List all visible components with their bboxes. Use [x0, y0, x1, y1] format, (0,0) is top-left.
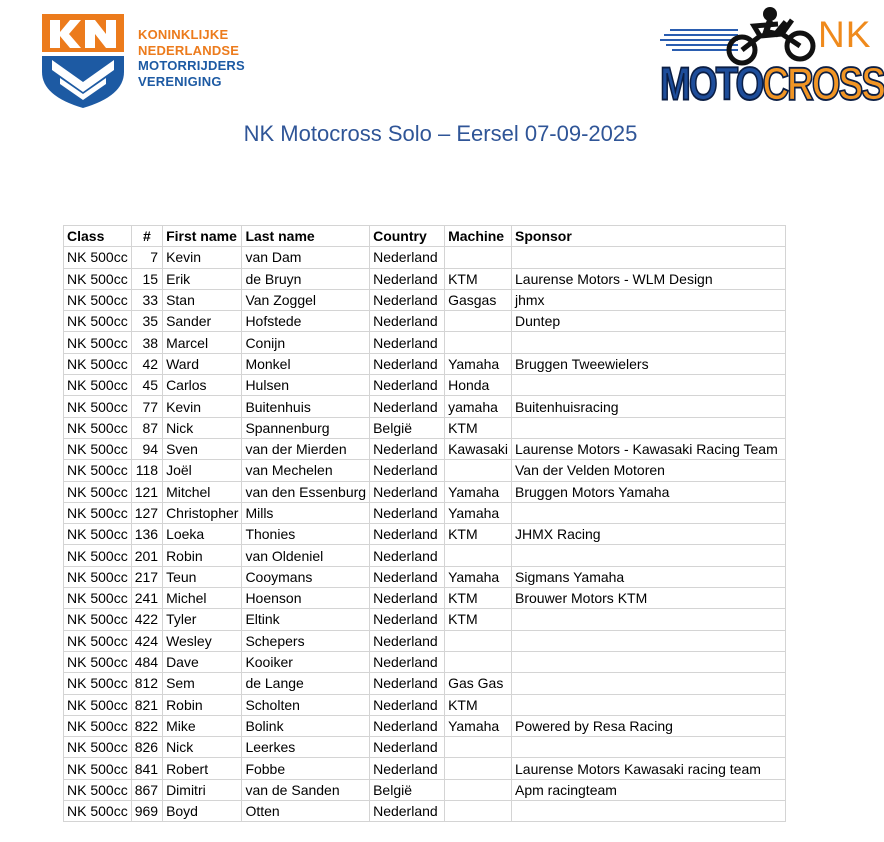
cell-class: NK 500cc — [64, 289, 132, 310]
cell-first-name: Ward — [163, 353, 242, 374]
cell-number: 42 — [131, 353, 162, 374]
cell-class: NK 500cc — [64, 651, 132, 672]
cell-class: NK 500cc — [64, 311, 132, 332]
knmv-line-2: NEDERLANDSE — [138, 42, 240, 58]
cell-country: Nederland — [370, 524, 445, 545]
cell-sponsor — [512, 630, 786, 651]
cell-first-name: Robin — [163, 694, 242, 715]
cell-number: 94 — [131, 438, 162, 459]
cell-machine: Yamaha — [445, 353, 512, 374]
cell-sponsor — [512, 609, 786, 630]
cell-first-name: Sven — [163, 438, 242, 459]
nk-motocross-logo — [660, 6, 884, 110]
cell-country: België — [370, 779, 445, 800]
header-first-name: First name — [163, 226, 242, 247]
cell-class: NK 500cc — [64, 609, 132, 630]
cell-class: NK 500cc — [64, 396, 132, 417]
cell-first-name: Tyler — [163, 609, 242, 630]
cell-class: NK 500cc — [64, 438, 132, 459]
cell-class: NK 500cc — [64, 737, 132, 758]
cell-class: NK 500cc — [64, 588, 132, 609]
cell-machine — [445, 247, 512, 268]
cell-sponsor — [512, 673, 786, 694]
nk-label: NK — [818, 14, 872, 55]
cell-number: 45 — [131, 375, 162, 396]
cell-machine: Yamaha — [445, 481, 512, 502]
cell-first-name: Kevin — [163, 396, 242, 417]
cell-country: Nederland — [370, 801, 445, 822]
table-row — [64, 268, 786, 289]
table-row — [64, 289, 786, 310]
cell-last-name: Thonies — [242, 524, 370, 545]
cell-last-name: Bolink — [242, 715, 370, 736]
cell-country: Nederland — [370, 268, 445, 289]
cell-sponsor — [512, 651, 786, 672]
cell-class: NK 500cc — [64, 801, 132, 822]
cell-country: Nederland — [370, 311, 445, 332]
cell-first-name: Loeka — [163, 524, 242, 545]
cell-machine — [445, 460, 512, 481]
table-row — [64, 438, 786, 459]
cell-last-name: Fobbe — [242, 758, 370, 779]
cell-country: Nederland — [370, 396, 445, 417]
knmv-line-4: VERENIGING — [138, 73, 222, 89]
cell-number: 118 — [131, 460, 162, 481]
cell-last-name: Scholten — [242, 694, 370, 715]
cell-class: NK 500cc — [64, 268, 132, 289]
cell-number: 969 — [131, 801, 162, 822]
cell-machine: yamaha — [445, 396, 512, 417]
cell-number: 33 — [131, 289, 162, 310]
cell-class: NK 500cc — [64, 779, 132, 800]
cell-number: 121 — [131, 481, 162, 502]
cell-sponsor: jhmx — [512, 289, 786, 310]
cell-machine: Honda — [445, 375, 512, 396]
cell-sponsor — [512, 545, 786, 566]
cell-sponsor: Bruggen Tweewielers — [512, 353, 786, 374]
cell-last-name: Van Zoggel — [242, 289, 370, 310]
cell-number: 38 — [131, 332, 162, 353]
cell-last-name: Kooiker — [242, 651, 370, 672]
cell-last-name: Leerkes — [242, 737, 370, 758]
table-row — [64, 588, 786, 609]
cell-number: 822 — [131, 715, 162, 736]
cell-machine: KTM — [445, 417, 512, 438]
cell-last-name: van Dam — [242, 247, 370, 268]
cell-class: NK 500cc — [64, 460, 132, 481]
cell-number: 201 — [131, 545, 162, 566]
cell-last-name: van der Mierden — [242, 438, 370, 459]
moto-label: MOTO — [660, 58, 763, 110]
cell-first-name: Erik — [163, 268, 242, 289]
cell-sponsor: JHMX Racing — [512, 524, 786, 545]
cell-sponsor: Apm racingteam — [512, 779, 786, 800]
table-row — [64, 247, 786, 268]
cell-class: NK 500cc — [64, 247, 132, 268]
cell-sponsor: Laurense Motors - WLM Design — [512, 268, 786, 289]
cell-country: Nederland — [370, 481, 445, 502]
cell-sponsor: Powered by Resa Racing — [512, 715, 786, 736]
knmv-line-1: KONINKLIJKE — [138, 27, 229, 42]
cell-number: 867 — [131, 779, 162, 800]
table-row — [64, 460, 786, 481]
cell-class: NK 500cc — [64, 715, 132, 736]
header-country: Country — [370, 226, 445, 247]
header-last-name: Last name — [242, 226, 370, 247]
header-number: # — [131, 226, 162, 247]
cell-number: 87 — [131, 417, 162, 438]
cell-first-name: Joël — [163, 460, 242, 481]
cell-number: 241 — [131, 588, 162, 609]
cell-country: Nederland — [370, 375, 445, 396]
cell-last-name: van den Essenburg — [242, 481, 370, 502]
table-row — [64, 481, 786, 502]
cell-number: 826 — [131, 737, 162, 758]
cell-number: 217 — [131, 566, 162, 587]
cell-sponsor — [512, 502, 786, 523]
cell-sponsor: Laurense Motors - Kawasaki Racing Team — [512, 438, 786, 459]
cell-last-name: Eltink — [242, 609, 370, 630]
table-row — [64, 502, 786, 523]
cell-first-name: Dave — [163, 651, 242, 672]
cell-country: Nederland — [370, 289, 445, 310]
header-machine: Machine — [445, 226, 512, 247]
table-row — [64, 630, 786, 651]
cell-machine: KTM — [445, 694, 512, 715]
table-row — [64, 396, 786, 417]
cell-country: Nederland — [370, 332, 445, 353]
cell-first-name: Carlos — [163, 375, 242, 396]
cell-machine — [445, 332, 512, 353]
cell-number: 422 — [131, 609, 162, 630]
cell-sponsor — [512, 332, 786, 353]
cell-number: 15 — [131, 268, 162, 289]
cell-first-name: Christopher — [163, 502, 242, 523]
cell-class: NK 500cc — [64, 481, 132, 502]
cell-last-name: Conijn — [242, 332, 370, 353]
cell-number: 136 — [131, 524, 162, 545]
cell-machine — [445, 737, 512, 758]
cell-class: NK 500cc — [64, 630, 132, 651]
cell-country: Nederland — [370, 609, 445, 630]
cell-country: Nederland — [370, 588, 445, 609]
cell-sponsor — [512, 737, 786, 758]
cell-number: 35 — [131, 311, 162, 332]
cell-number: 127 — [131, 502, 162, 523]
cell-sponsor: Duntep — [512, 311, 786, 332]
cell-first-name: Nick — [163, 737, 242, 758]
cell-machine: Yamaha — [445, 715, 512, 736]
cell-last-name: Mills — [242, 502, 370, 523]
cell-last-name: de Lange — [242, 673, 370, 694]
cell-machine — [445, 801, 512, 822]
table-row — [64, 609, 786, 630]
cell-machine — [445, 779, 512, 800]
cell-last-name: Hoenson — [242, 588, 370, 609]
cell-number: 821 — [131, 694, 162, 715]
table-row — [64, 715, 786, 736]
cell-machine: Gas Gas — [445, 673, 512, 694]
cell-sponsor: Sigmans Yamaha — [512, 566, 786, 587]
cross-label: CROSS — [762, 58, 884, 110]
cell-first-name: Michel — [163, 588, 242, 609]
table-row — [64, 779, 786, 800]
knmv-line-3: MOTORRIJDERS — [138, 58, 245, 73]
cell-sponsor: Buitenhuisracing — [512, 396, 786, 417]
header-sponsor: Sponsor — [512, 226, 786, 247]
cell-country: Nederland — [370, 737, 445, 758]
cell-country: Nederland — [370, 460, 445, 481]
motocross-wordmark — [660, 58, 884, 111]
cell-machine — [445, 651, 512, 672]
cell-sponsor: Van der Velden Motoren — [512, 460, 786, 481]
table-row — [64, 737, 786, 758]
cell-first-name: Boyd — [163, 801, 242, 822]
cell-number: 812 — [131, 673, 162, 694]
cell-first-name: Sem — [163, 673, 242, 694]
table-row — [64, 545, 786, 566]
cell-last-name: Spannenburg — [242, 417, 370, 438]
cell-country: Nederland — [370, 502, 445, 523]
cell-machine: KTM — [445, 588, 512, 609]
cell-country: Nederland — [370, 651, 445, 672]
cell-number: 7 — [131, 247, 162, 268]
cell-first-name: Nick — [163, 417, 242, 438]
cell-sponsor — [512, 694, 786, 715]
table-row — [64, 375, 786, 396]
cell-first-name: Kevin — [163, 247, 242, 268]
knmv-shield-icon — [40, 12, 126, 109]
cell-first-name: Marcel — [163, 332, 242, 353]
cell-sponsor: Laurense Motors Kawasaki racing team — [512, 758, 786, 779]
cell-country: Nederland — [370, 715, 445, 736]
cell-first-name: Robert — [163, 758, 242, 779]
cell-first-name: Dimitri — [163, 779, 242, 800]
cell-first-name: Wesley — [163, 630, 242, 651]
cell-machine — [445, 545, 512, 566]
cell-machine — [445, 311, 512, 332]
cell-country: Nederland — [370, 630, 445, 651]
cell-machine: KTM — [445, 524, 512, 545]
cell-sponsor: Bruggen Motors Yamaha — [512, 481, 786, 502]
cell-sponsor: Brouwer Motors KTM — [512, 588, 786, 609]
cell-class: NK 500cc — [64, 502, 132, 523]
cell-last-name: Buitenhuis — [242, 396, 370, 417]
table-row — [64, 673, 786, 694]
header-class: Class — [64, 226, 132, 247]
cell-last-name: Hulsen — [242, 375, 370, 396]
cell-machine: Yamaha — [445, 566, 512, 587]
cell-class: NK 500cc — [64, 694, 132, 715]
cell-last-name: Hofstede — [242, 311, 370, 332]
cell-machine: KTM — [445, 268, 512, 289]
cell-last-name: Otten — [242, 801, 370, 822]
table-row — [64, 417, 786, 438]
cell-last-name: Monkel — [242, 353, 370, 374]
cell-country: Nederland — [370, 673, 445, 694]
table-row — [64, 694, 786, 715]
cell-class: NK 500cc — [64, 353, 132, 374]
table-row — [64, 651, 786, 672]
table-row — [64, 524, 786, 545]
cell-first-name: Stan — [163, 289, 242, 310]
cell-class: NK 500cc — [64, 545, 132, 566]
cell-first-name: Teun — [163, 566, 242, 587]
table-row — [64, 332, 786, 353]
cell-country: Nederland — [370, 353, 445, 374]
cell-last-name: van Oldeniel — [242, 545, 370, 566]
cell-first-name: Sander — [163, 311, 242, 332]
cell-machine: Yamaha — [445, 502, 512, 523]
cell-country: Nederland — [370, 438, 445, 459]
cell-machine: KTM — [445, 609, 512, 630]
cell-class: NK 500cc — [64, 673, 132, 694]
page-title: NK Motocross Solo – Eersel 07-09-2025 — [243, 121, 638, 146]
cell-country: Nederland — [370, 566, 445, 587]
cell-class: NK 500cc — [64, 417, 132, 438]
cell-number: 841 — [131, 758, 162, 779]
cell-class: NK 500cc — [64, 375, 132, 396]
cell-sponsor — [512, 801, 786, 822]
table-header-row — [64, 226, 786, 247]
table-row — [64, 758, 786, 779]
entry-list-table — [63, 225, 786, 822]
cell-class: NK 500cc — [64, 566, 132, 587]
knmv-logo — [40, 12, 280, 112]
cell-number: 484 — [131, 651, 162, 672]
cell-sponsor — [512, 375, 786, 396]
table-row — [64, 311, 786, 332]
cell-machine — [445, 758, 512, 779]
cell-machine — [445, 630, 512, 651]
cell-class: NK 500cc — [64, 332, 132, 353]
cell-sponsor — [512, 247, 786, 268]
cell-sponsor — [512, 417, 786, 438]
cell-last-name: Cooymans — [242, 566, 370, 587]
cell-last-name: de Bruyn — [242, 268, 370, 289]
cell-country: Nederland — [370, 545, 445, 566]
cell-number: 77 — [131, 396, 162, 417]
cell-country: België — [370, 417, 445, 438]
table-row — [64, 801, 786, 822]
cell-country: Nederland — [370, 694, 445, 715]
cell-class: NK 500cc — [64, 758, 132, 779]
table-row — [64, 566, 786, 587]
cell-first-name: Mitchel — [163, 481, 242, 502]
cell-first-name: Mike — [163, 715, 242, 736]
cell-country: Nederland — [370, 247, 445, 268]
cell-last-name: van Mechelen — [242, 460, 370, 481]
cell-class: NK 500cc — [64, 524, 132, 545]
cell-machine: Gasgas — [445, 289, 512, 310]
cell-country: Nederland — [370, 758, 445, 779]
cell-number: 424 — [131, 630, 162, 651]
cell-last-name: van de Sanden — [242, 779, 370, 800]
table-row — [64, 353, 786, 374]
cell-first-name: Robin — [163, 545, 242, 566]
cell-machine: Kawasaki — [445, 438, 512, 459]
cell-last-name: Schepers — [242, 630, 370, 651]
